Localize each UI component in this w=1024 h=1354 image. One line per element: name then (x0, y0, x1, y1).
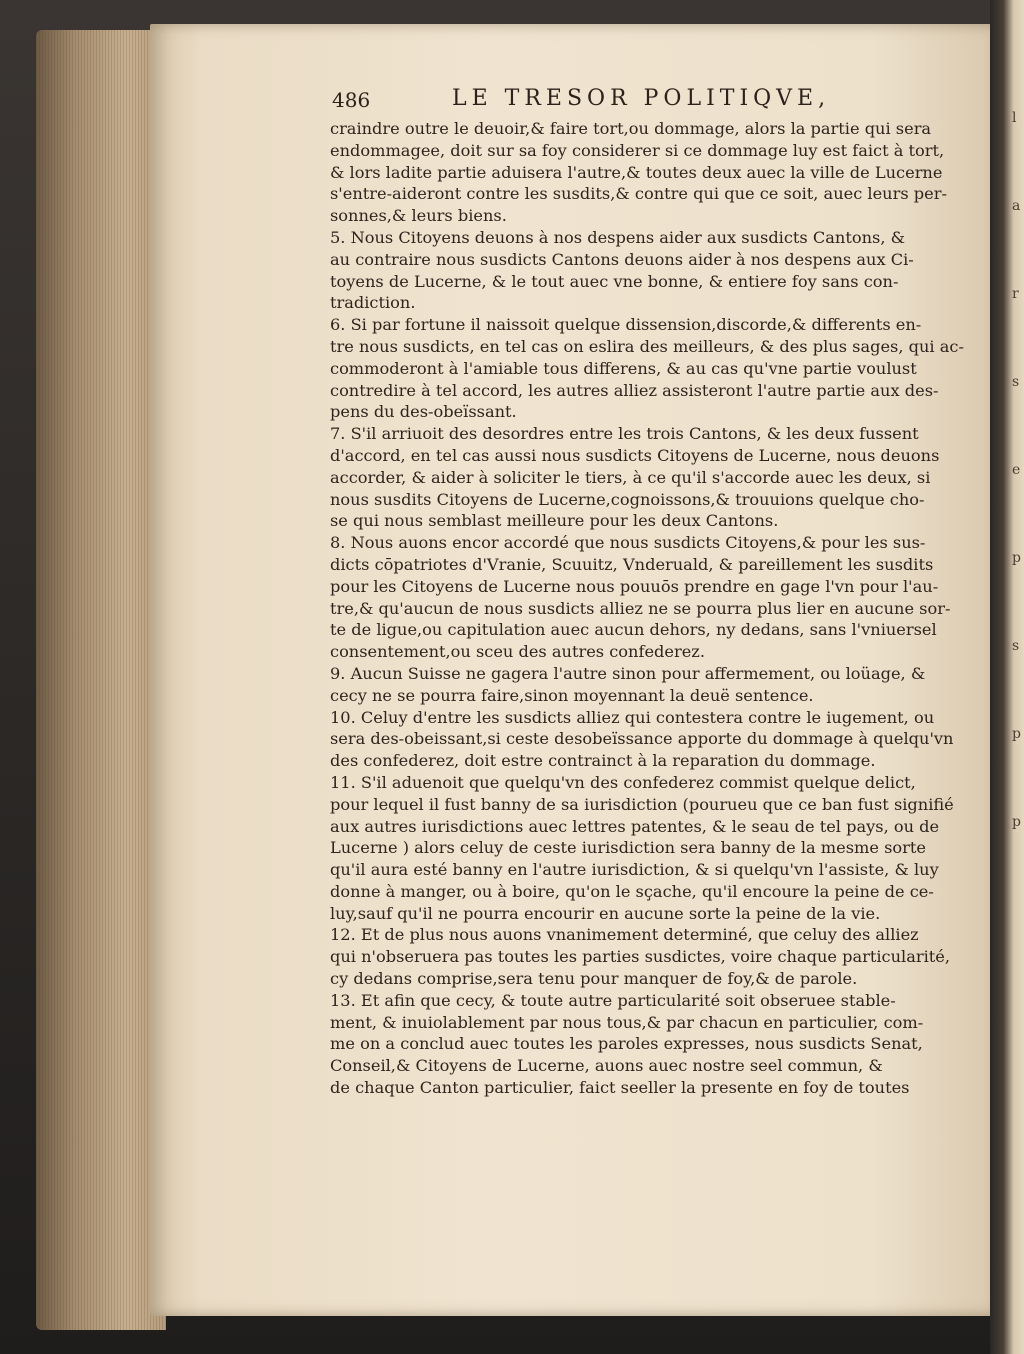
text-line: qu'il aura esté banny en l'autre iurisdiction, & si quelqu'vn l'assiste, & luy (330, 860, 939, 880)
text-line: contredire à tel accord, les autres alliez assisteront l'autre partie aux des- (330, 380, 939, 400)
text-line: cy dedans comprise,sera tenu pour manquer de foy,& de parole. (330, 969, 858, 989)
text-line: pour lequel il fust banny de sa iurisdiction (pourueu que ce ban fust signifié (330, 794, 954, 814)
text-line: dicts cōpatriotes d'Vranie, Scuuitz, Vnderuald, & pareillement les susdits (330, 554, 934, 574)
text-line: 13. Et afin que cecy, & toute autre particularité soit obseruee stable- (330, 990, 896, 1010)
text-line: cecy ne se pourra faire,sinon moyennant la deuë sentence. (330, 685, 814, 705)
running-title: LE TRESOR POLITIQVE, (452, 86, 831, 111)
text-line: pens du des-obeïssant. (330, 402, 517, 422)
gutter-mark: p (1012, 814, 1021, 830)
text-line: sera des-obeissant,si ceste desobeïssance apporte du dommage à quelqu'vn (330, 729, 954, 749)
text-line: pour les Citoyens de Lucerne nous pouuōs prendre en gage l'vn pour l'au- (330, 576, 939, 596)
text-line: toyens de Lucerne, & le tout auec vne bonne, & entiere foy sans con- (330, 271, 899, 291)
text-line: 6. Si par fortune il naissoit quelque dissension,discorde,& differents en- (330, 315, 922, 335)
text-line: au contraire nous susdicts Cantons deuons aider à nos despens aux Ci- (330, 249, 914, 269)
gutter-mark: r (1012, 286, 1019, 302)
text-line: d'accord, en tel cas aussi nous susdicts Citoyens de Lucerne, nous deuons (330, 445, 940, 465)
gutter-mark: l (1012, 110, 1017, 126)
text-line: ment, & inuiolablement par nous tous,& par chacun en particulier, com- (330, 1012, 924, 1032)
text-line: 8. Nous auons encor accordé que nous susdicts Citoyens,& pour les sus- (330, 533, 926, 553)
text-line: craindre outre le deuoir,& faire tort,ou dommage, alors la partie qui sera (330, 119, 932, 138)
text-line: aux autres iurisdictions auec lettres patentes, & le seau de tel pays, ou de (330, 816, 940, 836)
text-line: tradiction. (330, 293, 416, 313)
page-number: 486 (332, 88, 371, 112)
gutter-mark: s (1012, 638, 1020, 654)
text-line: 5. Nous Citoyens deuons à nos despens aider aux susdicts Cantons, & (330, 227, 906, 247)
text-line: donne à manger, ou à boire, qu'on le sçache, qu'il encoure la peine de ce- (330, 881, 934, 901)
gutter-mark: s (1012, 374, 1020, 390)
text-line: tre,& qu'aucun de nous susdicts alliez ne se pourra plus lier en aucune sor- (330, 598, 951, 618)
facing-page-marks (1012, 110, 1024, 870)
text-line: commoderont à l'amiable tous differens, & au cas qu'vne partie voulust (330, 358, 917, 378)
gutter-mark: e (1012, 462, 1021, 478)
text-line: consentement,ou sceu des autres confederez. (330, 642, 705, 662)
text-line: 7. S'il arriuoit des desordres entre les trois Cantons, & les deux fussent (330, 424, 919, 444)
text-line: Conseil,& Citoyens de Lucerne, auons auec nostre seel commun, & (330, 1056, 883, 1076)
text-line: des confederez, doit estre contrainct à la reparation du dommage. (330, 751, 876, 771)
text-line: sonnes,& leurs biens. (330, 206, 507, 226)
text-line: luy,sauf qu'il ne pourra encourir en aucune sorte la peine de la vie. (330, 903, 881, 923)
text-line: de chaque Canton particulier, faict seeller la presente en foy de toutes (330, 1078, 910, 1098)
book-page-edges (36, 30, 166, 1330)
page-body-text (330, 118, 964, 1099)
text-line: qui n'obseruera pas toutes les parties susdictes, voire chaque particularité, (330, 947, 951, 967)
text-line: tre nous susdicts, en tel cas on eslira des meilleurs, & des plus sages, qui ac- (330, 336, 964, 356)
text-line: accorder, & aider à soliciter le tiers, à ce qu'il s'accorde auec les deux, si (330, 467, 931, 487)
text-line: 11. S'il aduenoit que quelqu'vn des confederez commist quelque delict, (330, 772, 916, 792)
text-line: te de ligue,ou capitulation auec aucun dehors, ny dedans, sans l'vniuersel (330, 620, 937, 640)
text-line: se qui nous semblast meilleure pour les deux Cantons. (330, 511, 779, 531)
text-line: Lucerne ) alors celuy de ceste iurisdiction sera banny de la mesme sorte (330, 838, 926, 858)
text-line: nous susdits Citoyens de Lucerne,cognoissons,& trouuions quelque cho- (330, 489, 925, 509)
text-line: 12. Et de plus nous auons vnanimement determiné, que celuy des alliez (330, 925, 919, 945)
text-line: me on a conclud auec toutes les paroles expresses, nous susdicts Senat, (330, 1034, 923, 1054)
gutter-mark: p (1012, 726, 1021, 742)
text-line: endommagee, doit sur sa foy considerer si ce dommage luy est faict à tort, (330, 140, 945, 160)
text-line: & lors ladite partie aduisera l'autre,& toutes deux auec la ville de Lucerne (330, 162, 943, 182)
text-line: s'entre-aideront contre les susdits,& contre qui que ce soit, auec leurs per- (330, 184, 947, 204)
page-header (332, 86, 962, 116)
gutter-mark: a (1012, 198, 1021, 214)
text-line: 10. Celuy d'entre les susdicts alliez qui contestera contre le iugement, ou (330, 707, 935, 727)
gutter-mark: p (1012, 550, 1021, 566)
text-line: 9. Aucun Suisse ne gagera l'autre sinon pour affermement, ou loüage, & (330, 663, 926, 683)
